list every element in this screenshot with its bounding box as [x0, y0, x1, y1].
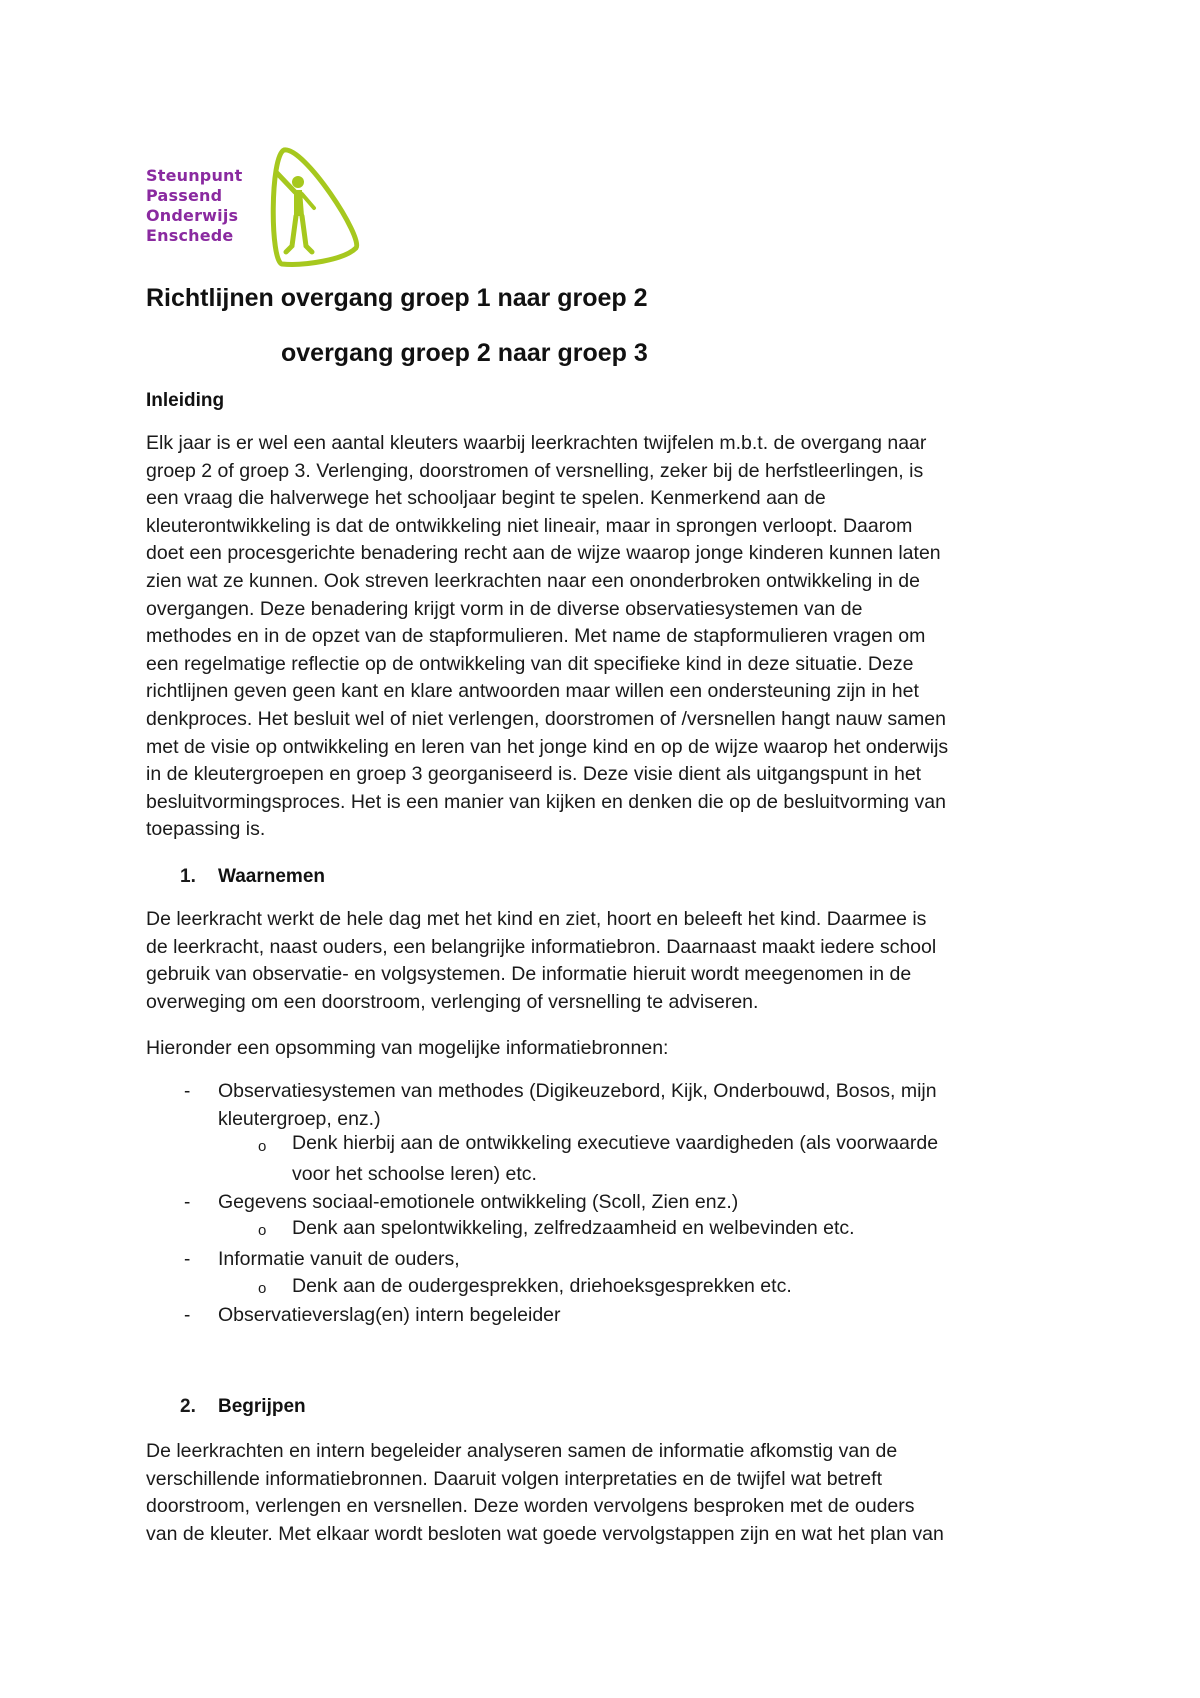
section-number: 1. — [180, 866, 196, 887]
text-line: gebruik van observatie- en volgsystemen. De informatie hieruit wordt meegenomen in de — [146, 963, 912, 986]
list-item — [218, 1078, 937, 1133]
text-line: in de kleutergroepen en groep 3 georganiseerd is. Deze visie dient als uitgangspunt in het — [146, 763, 922, 786]
section-number: 2. — [180, 1396, 196, 1417]
text-line: van de kleuter. Met elkaar wordt besloten wat goede vervolgstappen zijn en wat het plan van — [146, 1522, 944, 1545]
text-line: De leerkracht werkt de hele dag met het kind en ziet, hoort en beleeft het kind. Daarmee is — [146, 908, 927, 930]
sub-list-item — [292, 1130, 938, 1188]
text-line: overgangen. Deze benadering krijgt vorm in de diverse observatiesystemen van de — [146, 597, 863, 620]
section2-paragraph — [146, 1438, 944, 1548]
logo-line: Enschede — [146, 226, 234, 245]
logo-line: Steunpunt — [146, 166, 243, 185]
sub-bullet-marker: o — [258, 1280, 267, 1297]
sub-bullet-marker: o — [258, 1138, 267, 1155]
list-item-text: kleutergroep, enz.) — [218, 1107, 381, 1130]
text-line: groep 2 of groep 3. Verlenging, doorstromen of versnelling, zeker bij de herfstleerlingen, is — [146, 459, 924, 482]
bullet-marker: - — [184, 1081, 191, 1102]
logo-line: Passend — [146, 186, 223, 205]
text-line: zien wat ze kunnen. Ook streven leerkrachten naar een ononderbroken ontwikkeling in de — [146, 569, 920, 592]
logo-text — [146, 166, 243, 246]
text-line: richtlijnen geven geen kant en klare antwoorden maar willen een ondersteuning zijn in het — [146, 680, 919, 703]
sub-list-item-text: Denk aan spelontwikkeling, zelfredzaamheid en welbevinden etc. — [292, 1217, 855, 1239]
section-heading: Waarnemen — [218, 866, 325, 887]
text-line: een vraag die halverwege het schooljaar begint te spelen. Kenmerkend aan de — [146, 487, 826, 510]
text-line: Hieronder een opsomming van mogelijke informatiebronnen: — [146, 1037, 669, 1059]
text-line: besluitvormingsproces. Het is een manier van kijken en denken die op de besluitvorming van — [146, 790, 946, 813]
text-line: toepassing is. — [146, 818, 266, 841]
sub-bullet-marker: o — [258, 1222, 267, 1239]
list-item — [218, 1302, 561, 1330]
intro-paragraph — [146, 430, 948, 844]
text-line: verschillende informatiebronnen. Daaruit volgen interpretaties en de twijfel wat betreft — [146, 1467, 882, 1490]
text-line: met de visie op ontwikkeling en leren van het jonge kind en op de wijze waarop het onderwijs — [146, 735, 949, 758]
list-item-text: Observatiesystemen van methodes (Digikeuzebord, Kijk, Onderbouwd, Bosos, mijn — [218, 1080, 937, 1102]
text-line: doorstroom, verlengen en versnellen. Deze worden vervolgens besproken met de ouders — [146, 1495, 915, 1518]
list-item-text: Informatie vanuit de ouders, — [218, 1248, 460, 1270]
page-title: Richtlijnen overgang groep 1 naar groep 2 — [146, 284, 648, 312]
sub-list-item-text: Denk aan de oudergesprekken, driehoeksgesprekken etc. — [292, 1275, 792, 1297]
text-line: methodes en in de opzet van de stapformulieren. Met name de stapformulieren vragen om — [146, 625, 926, 648]
person-in-triangle-logo-icon — [264, 142, 364, 270]
sub-list-item — [292, 1273, 792, 1301]
text-line: De leerkrachten en intern begeleider analyseren samen de informatie afkomstig van de — [146, 1440, 898, 1462]
text-line: kleuterontwikkeling is dat de ontwikkeling niet lineair, maar in sprongen verloopt. Daarom — [146, 514, 913, 537]
text-line: een regelmatige reflectie op de ontwikkeling van dit specifieke kind in deze situatie. Deze — [146, 652, 914, 675]
sub-list-item-text: voor het schoolse leren) etc. — [292, 1162, 537, 1185]
list-item-text: Observatieverslag(en) intern begeleider — [218, 1304, 561, 1326]
bullet-marker: - — [184, 1305, 191, 1326]
list-item — [218, 1189, 738, 1217]
logo — [146, 142, 366, 270]
bullet-marker: - — [184, 1249, 191, 1270]
page-subtitle: overgang groep 2 naar groep 3 — [281, 339, 648, 367]
text-line: overweging om een doorstroom, verlenging of versnelling te adviseren. — [146, 990, 759, 1013]
list-intro — [146, 1035, 668, 1063]
text-line: denkproces. Het besluit wel of niet verlengen, doorstromen of /versnellen hangt nauw samen — [146, 707, 946, 730]
text-line: Elk jaar is er wel een aantal kleuters waarbij leerkrachten twijfelen m.b.t. de overgang naar — [146, 432, 927, 454]
sub-list-item-text: Denk hierbij aan de ontwikkeling executieve vaardigheden (als voorwaarde — [292, 1132, 939, 1154]
sub-list-item — [292, 1215, 855, 1243]
logo-line: Onderwijs — [146, 206, 239, 225]
section-heading: Begrijpen — [218, 1396, 306, 1417]
list-item — [218, 1246, 460, 1274]
text-line: doet een procesgerichte benadering recht aan de wijze waarop jonge kinderen kunnen laten — [146, 542, 941, 565]
section1-paragraph — [146, 906, 936, 1016]
text-line: de leerkracht, naast ouders, een belangrijke informatiebron. Daarnaast maakt iedere school — [146, 935, 937, 958]
bullet-marker: - — [184, 1192, 191, 1213]
intro-heading: Inleiding — [146, 390, 225, 411]
list-item-text: Gegevens sociaal-emotionele ontwikkeling (Scoll, Zien enz.) — [218, 1191, 739, 1213]
